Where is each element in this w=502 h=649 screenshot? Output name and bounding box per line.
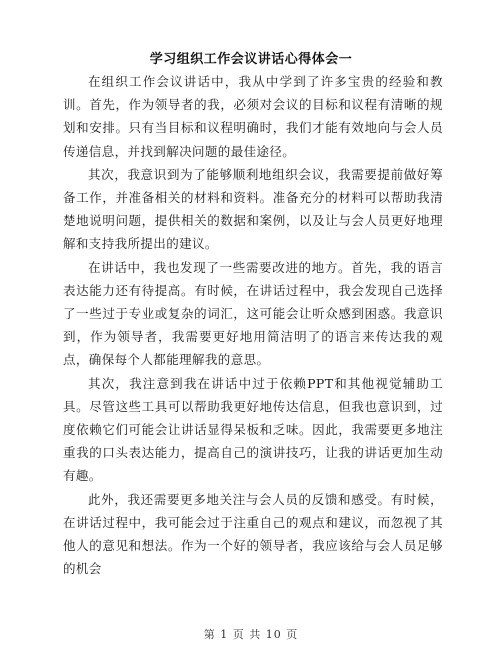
- paragraph: 其次，我注意到我在讲话中过于依赖PPT和其他视觉辅助工具。尽管这些工具可以帮助我更好地传达信息，但我也意识到，过度依赖它们可能会让讲话显得呆板和乏味。因此，我需要更多地注重我的口头表达能力，提高自己的演讲技巧，让我的讲话更加生动有趣。: [63, 375, 443, 484]
- paragraph: 在组织工作会议讲话中，我从中学到了许多宝贵的经验和教训。首先，作为领导者的我，必须对会议的目标和议程有清晰的规划和安排。只有当目标和议程明确时，我们才能有效地向与会人员传递信息，并找到解决问题的最佳途径。: [63, 74, 443, 159]
- document-title: 学习组织工作会议讲话心得体会一: [149, 52, 353, 67]
- paragraph: 其次，我意识到为了能够顺利地组织会议，我需要提前做好筹备工作，并准备相关的材料和资料。准备充分的材料可以帮助我清楚地说明问题，提供相关的数据和案例，以及让与会人员更好地理解和支持我所提出的建议。: [63, 166, 443, 252]
- paragraph: 在讲话中，我也发现了一些需要改进的地方。首先，我的语言表达能力还有待提高。有时候，在讲话过程中，我会发现自己选择了一些过于专业或复杂的词汇，这可能会让听众感到困惑。我意识到，作为领导者，我需要更好地用简洁明了的语言来传达我的观点，确保每个人都能理解我的意思。: [63, 259, 443, 368]
- page-number-footer: 第 1 页 共 10 页: [203, 628, 299, 641]
- document-body: [63, 70, 443, 580]
- paragraph: 此外，我还需要更多地关注与会人员的反馈和感受。有时候，在讲话过程中，我可能会过于注重自己的观点和建议，而忽视了其他人的意见和想法。作为一个好的领导者，我应该给与会人员足够的机会: [63, 491, 443, 577]
